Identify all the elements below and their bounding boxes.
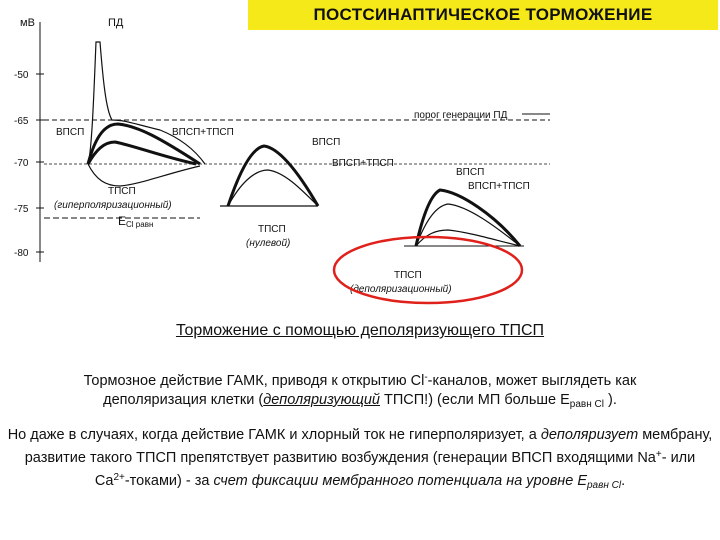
tick-label: -80 [14, 248, 29, 259]
tick-label: -65 [14, 116, 29, 127]
label-tpsp-2-note: (нулевой) [246, 238, 291, 249]
label-vpsp-1: ВПСП [56, 127, 85, 138]
tick-label: -75 [14, 204, 29, 215]
label-vpsp-3: ВПСП [456, 167, 485, 178]
label-vpsp-tpsp-3: ВПСП+ТПСП [468, 181, 530, 192]
epsp-ipsp-trace-2 [228, 170, 318, 206]
page-title: ПОСТСИНАПТИЧЕСКОЕ ТОРМОЖЕНИЕ [313, 5, 653, 24]
axis-unit: мВ [20, 17, 35, 29]
epsp-ipsp-trace-1 [88, 142, 196, 164]
section-subtitle: Торможение с помощью деполяризующего ТПСП [175, 322, 545, 339]
label-vpsp-tpsp-1: ВПСП+ТПСП [172, 127, 234, 138]
label-tpsp-3: ТПСП [394, 270, 422, 281]
paragraph-depolarizing-inhibition: Но даже в случаях, когда действие ГАМК и хлорный ток не гиперполяризует, а деполяризует мембрану, развитие такого ТПСП препятствует развитию возбуждения (генерации ВПСП входящими Na+- или $Ca^{2+}-токами$) - за счет фиксации мембранного потенциала на уровне $Е_{равн Cl}$. [7, 427, 713, 491]
ipsp-trace-1 [88, 164, 200, 186]
label-tpsp-1: ТПСП [108, 186, 136, 197]
label-ecl: ECl равн [118, 214, 154, 229]
threshold-label: порог генерации ПД [414, 110, 508, 121]
label-vpsp-tpsp-2: ВПСП+ТПСП [332, 158, 394, 169]
epsp-trace-2 [228, 146, 318, 206]
label-tpsp-2: ТПСП [258, 224, 286, 235]
label-tpsp-1-note: (гиперполяризационный) [54, 200, 172, 211]
label-pd: ПД [108, 17, 124, 29]
label-vpsp-2: ВПСП [312, 137, 341, 148]
label-tpsp-3-note: (деполяризационный) [350, 284, 452, 295]
tick-label: -50 [14, 70, 29, 81]
paragraph-gaba-effect: Тормозное действие ГАМК, приводя к открытию Cl--каналов, может выглядеть как деполяризация клетки (деполяризующий ТПСП!) (если МП больше $Е_{равн Cl}$ ). [83, 372, 637, 410]
tick-label: -70 [14, 158, 29, 169]
